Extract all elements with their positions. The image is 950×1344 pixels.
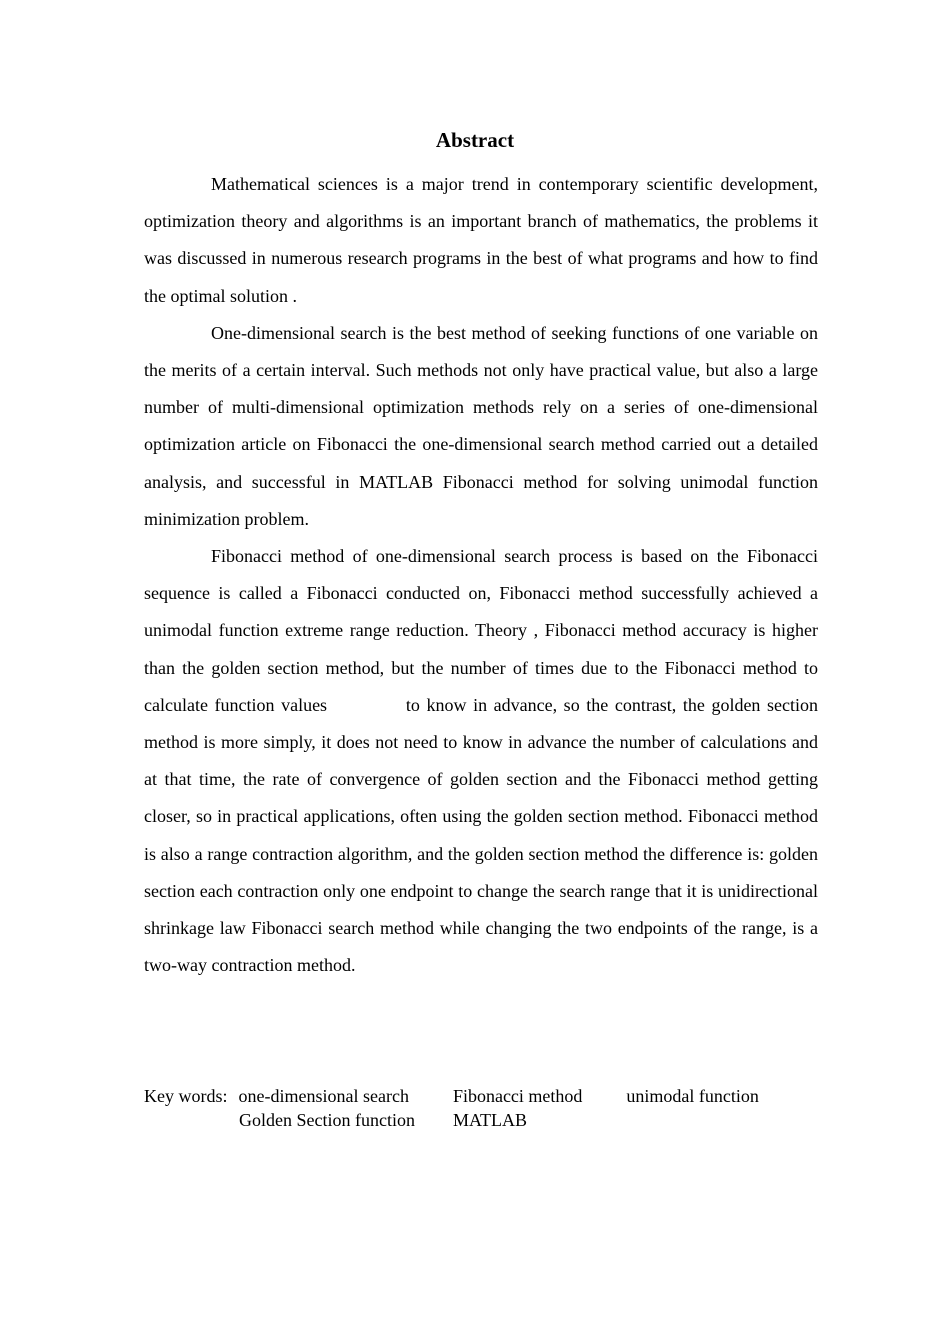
keywords-label: Key words: — [144, 1086, 228, 1106]
keyword-item: MATLAB — [452, 1110, 527, 1130]
keywords-section — [144, 1084, 818, 1132]
abstract-paragraph-2: One-dimensional search is the best method of seeking functions of one variable on the merits of a certain interval. Such methods not only have practical value, but also a large number of multi-dimensional optimization methods rely on a series of one-dimensional optimization article on Fibonacci the one-dimensional search method carried out a detailed analysis, and successful in MATLAB Fibonacci method for solving unimodal function minimization problem. — [144, 322, 818, 529]
abstract-body — [144, 166, 818, 984]
keyword-item: unimodal function — [626, 1086, 759, 1106]
keyword-item: Golden Section function — [239, 1110, 415, 1130]
keyword-item: one-dimensional search — [238, 1086, 409, 1106]
keywords-line-2 — [144, 1108, 818, 1132]
abstract-paragraph-3: Fibonacci method of one-dimensional search process is based on the Fibonacci sequence is called a Fibonacci conducted on, Fibonacci method successfully achieved a unimodal function extreme range reduction. Theory , Fibonacci method accuracy is higher than the golden section method, but the number of times due to the Fibonacci method to calculate function values to know in advance, so the contrast, the golden section method is more simply, it does not need to know in advance the number of calculations and at that time, the rate of convergence of golden section and the Fibonacci method getting closer, so in practical applications, often using the golden section method. Fibonacci method is also a range contraction algorithm, and the golden section method the difference is: golden section each contraction only one endpoint to change the search range that it is unidirectional shrinkage law Fibonacci search method while changing the two endpoints of the range, is a two-way contraction method. — [144, 546, 818, 976]
abstract-paragraph-1: Mathematical sciences is a major trend in contemporary scientific development, optimization theory and algorithms is an important branch of mathematics, the problems it was discussed in numerous research programs in the best of what programs and how to find the optimal solution . — [144, 174, 818, 306]
keyword-item: Fibonacci method — [452, 1086, 583, 1106]
keywords-line-1 — [144, 1084, 818, 1108]
abstract-title: Abstract — [435, 128, 515, 152]
